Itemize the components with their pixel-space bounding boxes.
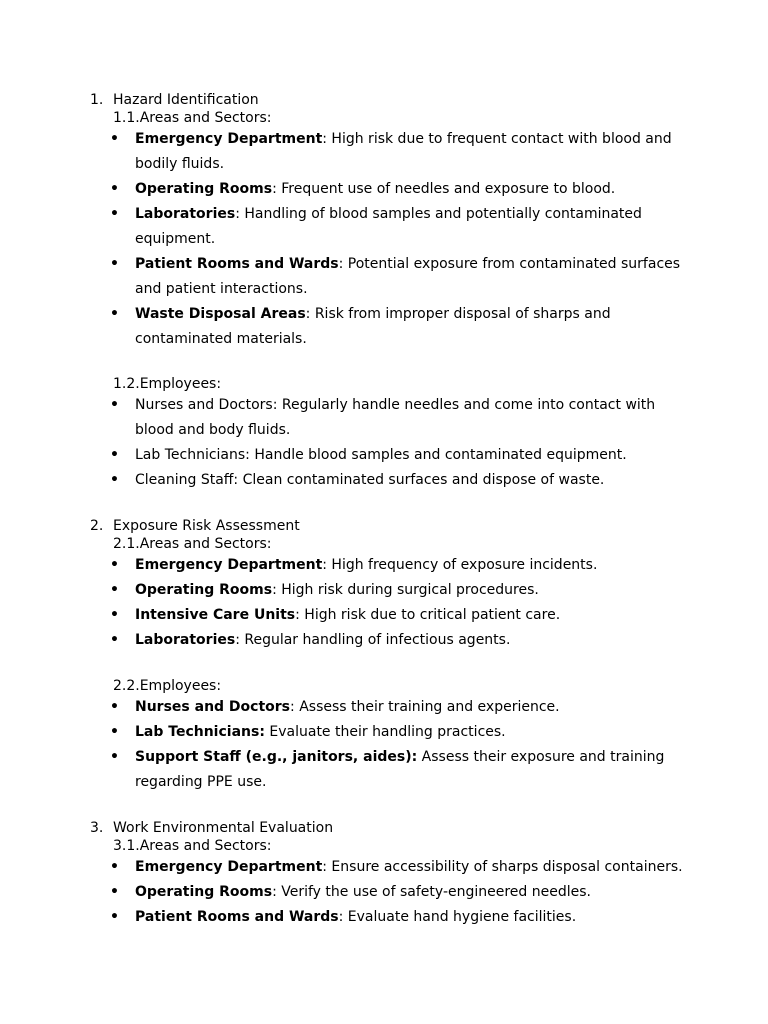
section-work-environmental-evaluation [90, 819, 710, 930]
section-heading: 2. Exposure Risk Assessment [90, 518, 300, 534]
section-hazard-identification [90, 91, 710, 352]
bullet-icon: • [110, 909, 119, 925]
list-item: • Nurses and Doctors: Assess their training and experience. [90, 695, 690, 720]
section-title: Work Environmental Evaluation [113, 820, 334, 836]
subsection-employees [90, 375, 710, 493]
bullet-icon: • [110, 256, 119, 272]
bullet-icon: • [110, 724, 119, 740]
list-item: • Cleaning Staff: Clean contaminated surfaces and dispose of waste. [90, 468, 690, 493]
list-item: • Nurses and Doctors: Regularly handle needles and come into contact with blood and body fluids. [90, 393, 690, 443]
bullet-list [90, 393, 710, 493]
subsection-title: 2.2.Employees: [113, 678, 222, 694]
list-item: • Operating Rooms: High risk during surgical procedures. [90, 578, 690, 603]
section-heading: 1. Hazard Identification [90, 92, 259, 108]
subsection-employees [90, 677, 710, 795]
bullet-icon: • [110, 306, 119, 322]
bullet-icon: • [110, 397, 119, 413]
list-item: • Waste Disposal Areas: Risk from improper disposal of sharps and contaminated materials. [90, 302, 690, 352]
list-item: • Patient Rooms and Wards: Potential exposure from contaminated surfaces and patient interactions. [90, 252, 690, 302]
bullet-icon: • [110, 884, 119, 900]
bullet-list [90, 127, 710, 352]
list-item: • Laboratories: Handling of blood samples and potentially contaminated equipment. [90, 202, 690, 252]
section-title: Hazard Identification [113, 92, 259, 108]
section-title: Exposure Risk Assessment [113, 518, 300, 534]
list-item: • Support Staff (e.g., janitors, aides): Assess their exposure and training regarding PPE use. [90, 745, 690, 795]
bullet-icon: • [110, 131, 119, 147]
bullet-icon: • [110, 181, 119, 197]
bullet-icon: • [110, 632, 119, 648]
section-exposure-risk-assessment [90, 517, 710, 653]
bullet-icon: • [110, 206, 119, 222]
bullet-icon: • [110, 472, 119, 488]
list-item: • Emergency Department: Ensure accessibility of sharps disposal containers. [90, 855, 690, 880]
bullet-list [90, 553, 710, 653]
subsection-title: 1.2.Employees: [113, 376, 222, 392]
bullet-list [90, 855, 710, 930]
bullet-icon: • [110, 447, 119, 463]
list-item: • Lab Technicians: Evaluate their handling practices. [90, 720, 690, 745]
list-item: • Patient Rooms and Wards: Evaluate hand hygiene facilities. [90, 905, 690, 930]
bullet-icon: • [110, 557, 119, 573]
bullet-icon: • [110, 699, 119, 715]
bullet-icon: • [110, 607, 119, 623]
list-item: • Operating Rooms: Frequent use of needles and exposure to blood. [90, 177, 690, 202]
list-item: • Emergency Department: High risk due to frequent contact with blood and bodily fluids. [90, 127, 690, 177]
list-item: • Operating Rooms: Verify the use of safety-engineered needles. [90, 880, 690, 905]
bullet-list [90, 695, 710, 795]
list-item: • Lab Technicians: Handle blood samples and contaminated equipment. [90, 443, 690, 468]
subsection-title: 3.1.Areas and Sectors: [113, 838, 272, 854]
list-item: • Intensive Care Units: High risk due to critical patient care. [90, 603, 690, 628]
bullet-icon: • [110, 859, 119, 875]
list-item: • Laboratories: Regular handling of infectious agents. [90, 628, 690, 653]
list-item: • Emergency Department: High frequency of exposure incidents. [90, 553, 690, 578]
section-heading: 3. Work Environmental Evaluation [90, 820, 334, 836]
subsection-title: 2.1.Areas and Sectors: [113, 536, 272, 552]
subsection-title: 1.1.Areas and Sectors: [113, 110, 272, 126]
bullet-icon: • [110, 749, 119, 765]
bullet-icon: • [110, 582, 119, 598]
